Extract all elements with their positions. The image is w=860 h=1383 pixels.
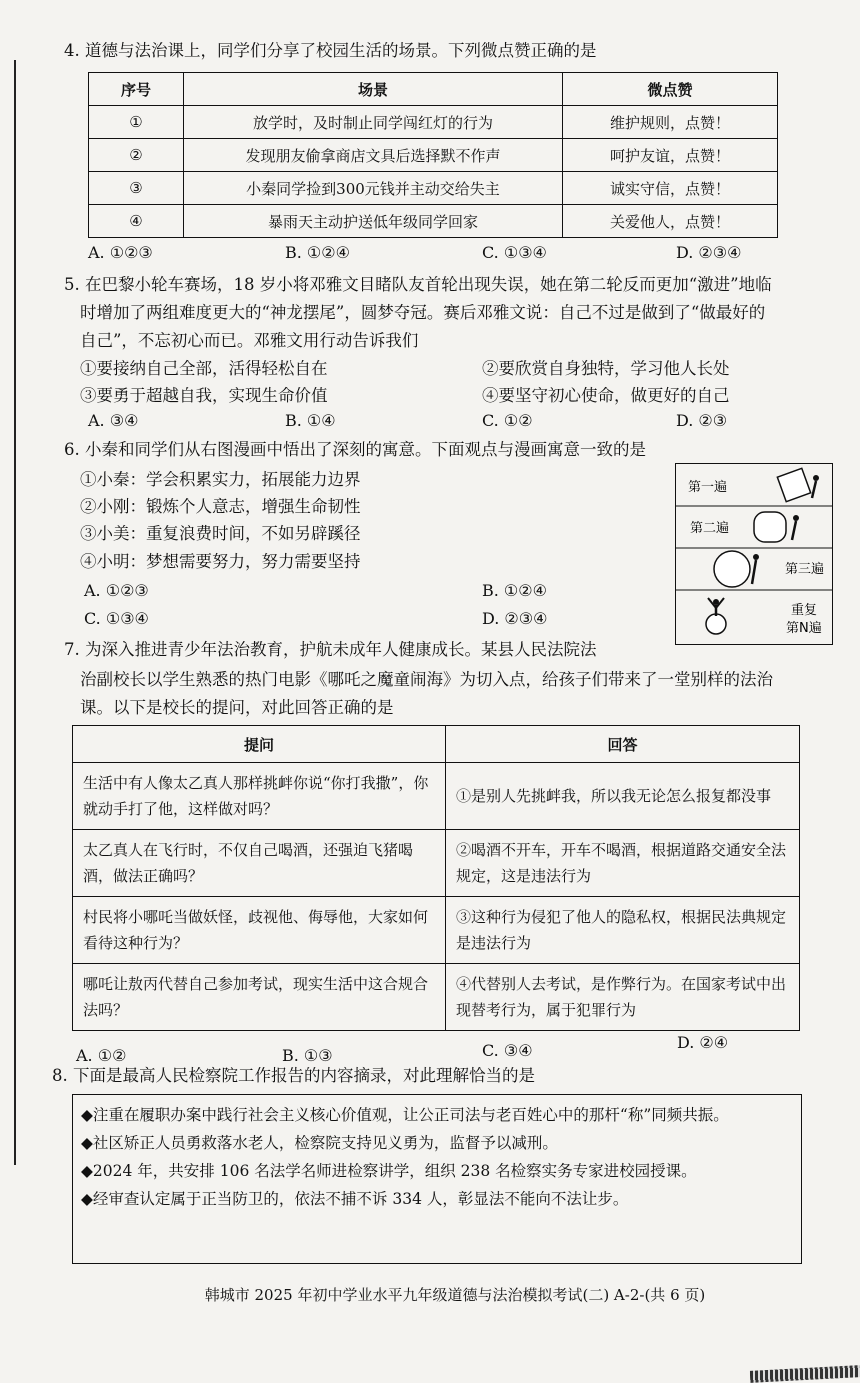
table-row: [89, 172, 778, 205]
q8-item-3: ◆2024 年，共安排 106 名法学名师进检察讲学，组织 238 名检察实务专家进校园授课。: [81, 1162, 697, 1180]
q7-header-answer: 回答: [446, 726, 800, 763]
comic-label-2: 第二遍: [690, 521, 730, 536]
comic-label-4: 重复: [791, 603, 818, 618]
table-cell: 诚实守信，点赞！: [563, 172, 778, 205]
table-row: [73, 897, 800, 964]
q6-option-a: A. ①②③: [84, 581, 149, 600]
comic-drawing: [676, 464, 832, 644]
q4-header-praise: 微点赞: [563, 73, 778, 106]
table-cell: 呵护友谊，点赞！: [563, 139, 778, 172]
q6-option-d: D. ②③④: [482, 609, 548, 628]
table-row: [89, 139, 778, 172]
scan-edge-decoration: [750, 1365, 860, 1383]
q4-option-c: C. ①③④: [482, 243, 547, 262]
table-cell: ①是别人先挑衅我，所以我无论怎么报复都没事: [446, 763, 800, 830]
q6-statement-3: ③小美：重复浪费时间，不如另辟蹊径: [80, 524, 361, 543]
q7-option-b: B. ①③: [282, 1046, 333, 1065]
q8-item-2: ◆社区矫正人员勇救落水老人，检察院支持见义勇为，监督予以减刑。: [81, 1134, 558, 1152]
table-cell: ③这种行为侵犯了他人的隐私权，根据民法典规定是违法行为: [446, 897, 800, 964]
q7-option-d: D. ②④: [677, 1033, 729, 1052]
q8-item-1: ◆注重在履职办案中践行社会主义核心价值观，让公正司法与老百姓心中的那杆“称”同频共振。: [81, 1106, 729, 1124]
q6-option-b: B. ①②④: [482, 581, 547, 600]
q7-header-question: 提问: [73, 726, 446, 763]
table-cell: 放学时，及时制止同学闯红灯的行为: [184, 106, 563, 139]
table-cell: 小秦同学捡到300元钱并主动交给失主: [184, 172, 563, 205]
table-cell: ③: [89, 172, 184, 205]
table-row: [73, 964, 800, 1031]
q5-line-2: 时增加了两组难度更大的“神龙摆尾”，圆梦夺冠。赛后邓雅文说：自己不过是做到了“做最好的: [80, 303, 766, 322]
table-cell: 村民将小哪吒当做妖怪，歧视他、侮辱他，大家如何看待这种行为？: [73, 897, 446, 964]
q5-statement-4: ④要坚守初心使命，做更好的自己: [482, 386, 730, 405]
table-cell: 暴雨天主动护送低年级同学回家: [184, 205, 563, 238]
table-cell: ①: [89, 106, 184, 139]
table-cell: ④代替别人去考试，是作弊行为。在国家考试中出现替考行为，属于犯罪行为: [446, 964, 800, 1031]
q4-stem: 4. 道德与法治课上，同学们分享了校园生活的场景。下列微点赞正确的是: [64, 41, 597, 60]
margin-line: [14, 60, 16, 1165]
table-row: [73, 763, 800, 830]
q7-option-c: C. ③④: [482, 1041, 533, 1060]
comic-label-1: 第一遍: [688, 480, 728, 495]
table-cell: 发现朋友偷拿商店文具后选择默不作声: [184, 139, 563, 172]
comic-label-3: 第三遍: [785, 562, 825, 577]
q7-option-a: A. ①②: [76, 1046, 127, 1065]
comic-label-5: 第N遍: [786, 621, 822, 636]
q5-option-b: B. ①④: [285, 411, 336, 430]
q5-option-c: C. ①②: [482, 411, 533, 430]
table-cell: ②: [89, 139, 184, 172]
q5-line-1: 5. 在巴黎小轮车赛场，18 岁小将邓雅文目睹队友首轮出现失误，她在第二轮反而更加“激进”地临: [64, 275, 772, 294]
q7-line-1: 7. 为深入推进青少年法治教育，护航未成年人健康成长。某县人民法院法: [64, 640, 597, 659]
q7-line-2: 治副校长以学生熟悉的热门电影《哪吒之魔童闹海》为切入点，给孩子们带来了一堂别样的法治: [80, 670, 773, 689]
q6-statement-4: ④小明：梦想需要努力，努力需要坚持: [80, 552, 361, 571]
q4-header-no: 序号: [89, 73, 184, 106]
q8-excerpt-box: [72, 1094, 802, 1264]
q8-stem: 8. 下面是最高人民检察院工作报告的内容摘录，对此理解恰当的是: [52, 1066, 535, 1085]
q5-statement-3: ③要勇于超越自我，实现生命价值: [80, 386, 328, 405]
q6-statement-2: ②小刚：锻炼个人意志，增强生命韧性: [80, 497, 361, 516]
q5-line-3: 自己”，不忘初心而已。邓雅文用行动告诉我们: [80, 331, 419, 350]
comic-illustration: [675, 463, 833, 645]
q6-stem: 6. 小秦和同学们从右图漫画中悟出了深刻的寓意。下面观点与漫画寓意一致的是: [64, 440, 646, 459]
q4-option-a: A. ①②③: [88, 243, 153, 262]
table-cell: ②喝酒不开车，开车不喝酒，根据道路交通安全法规定，这是违法行为: [446, 830, 800, 897]
q7-line-3: 课。以下是校长的提问，对此回答正确的是: [80, 698, 394, 717]
table-row: [73, 830, 800, 897]
table-cell: 生活中有人像太乙真人那样挑衅你说“你打我撒”，你就动手打了他，这样做对吗？: [73, 763, 446, 830]
q4-table: [88, 72, 778, 238]
q6-statement-1: ①小秦：学会积累实力，拓展能力边界: [80, 470, 361, 489]
q5-statement-1: ①要接纳自己全部，活得轻松自在: [80, 359, 328, 378]
q4-header-scene: 场景: [184, 73, 563, 106]
table-row: [89, 106, 778, 139]
q8-item-4: ◆经审查认定属于正当防卫的，依法不捕不诉 334 人，彰显法不能向不法让步。: [81, 1190, 629, 1208]
table-cell: 关爱他人，点赞！: [563, 205, 778, 238]
q4-option-b: B. ①②④: [285, 243, 350, 262]
page-footer: 韩城市 2025 年初中学业水平九年级道德与法治模拟考试(二) A-2-(共 6 页): [204, 1286, 706, 1304]
q5-option-a: A. ③④: [88, 411, 139, 430]
q7-table: [72, 725, 800, 1031]
table-cell: ④: [89, 205, 184, 238]
q6-option-c: C. ①③④: [84, 609, 149, 628]
table-cell: 维护规则，点赞！: [563, 106, 778, 139]
table-cell: 太乙真人在飞行时，不仅自己喝酒，还强迫飞猪喝酒，做法正确吗？: [73, 830, 446, 897]
q5-statement-2: ②要欣赏自身独特，学习他人长处: [482, 359, 730, 378]
table-row: [89, 205, 778, 238]
table-cell: 哪吒让敖丙代替自己参加考试，现实生活中这合规合法吗？: [73, 964, 446, 1031]
q5-option-d: D. ②③: [676, 411, 728, 430]
q4-option-d: D. ②③④: [676, 243, 742, 262]
